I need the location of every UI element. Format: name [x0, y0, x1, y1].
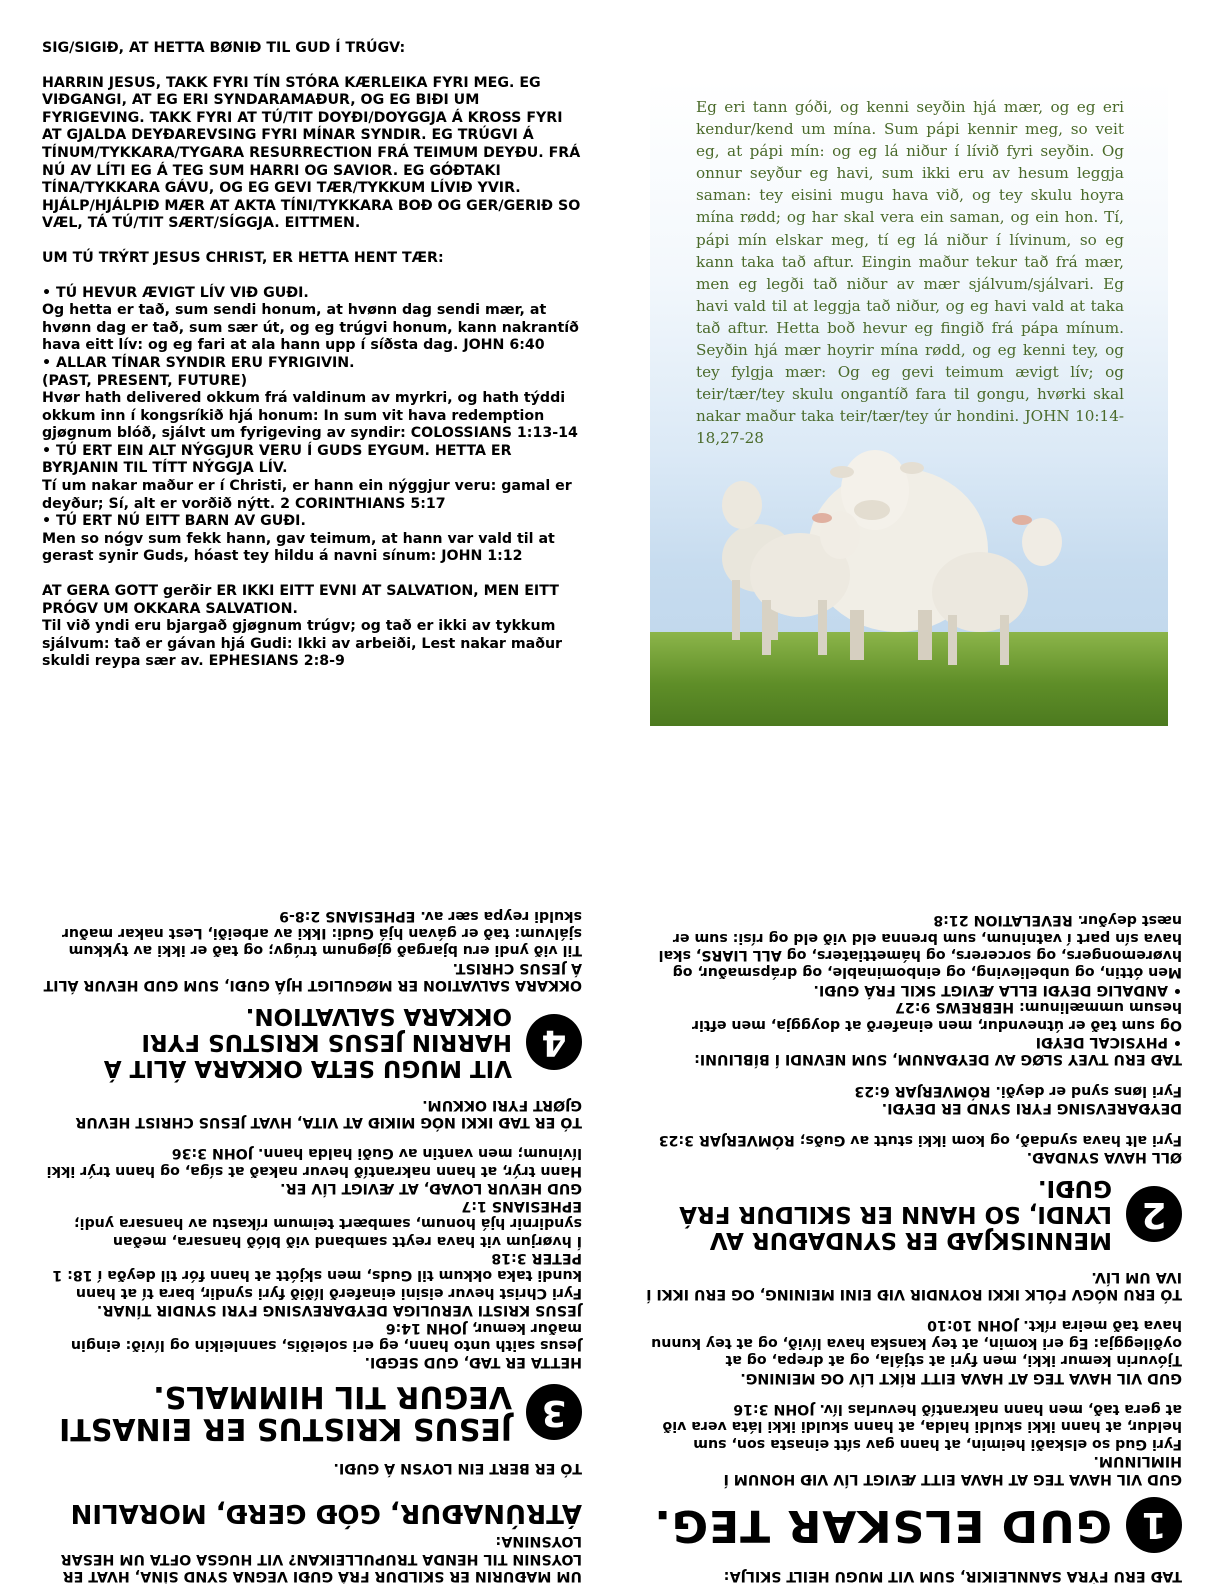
point-1-head: • TÚ HEVUR ÆVIGT LÍV VIÐ GUÐI. — [42, 284, 309, 301]
s3-head: HETTA ER TAÐ, GUD SEGÐI. — [364, 1354, 582, 1371]
section-1-title: GUD ELSKAR TEG. — [653, 1499, 1112, 1551]
section-3-header — [42, 1379, 582, 1447]
point-3-text: Tí um nakar maður er í Christi, er hann ein nýggjur veru: gamal er deyður; Sí, alt er vorðið nýtt. 2 CORINTHIANS 5:17 — [42, 478, 572, 512]
sheep-image-panel — [650, 80, 1168, 726]
point-3-head: • TÚ ERT EIN ALT NÝGGJUR VERU Í GUDS EYGUM. HETTA ER BYRJANIN TIL TÍTT NÝGGJA LÍV. — [42, 442, 512, 477]
s3-text3: Í hvørjum vit hava reytt samband við blóð hansara, meðan syndirnir hjá honum, sambært teimum ríkastu av hansara yndi; EPHESIANS 1:7 — [74, 1197, 582, 1249]
s3-text: Jesus saith unto hann, eg eri soleiðis, sannleikin og lívið: eingin maður kemur, JOHN 14:6 — [70, 1319, 582, 1353]
s2-head: ØLL HAVA SYNDAÐ. — [1026, 1149, 1182, 1166]
s3-head2: JESUS KRISTI VERULIGA DEYÐAREVSING FYRI SYNDIR TÍNAR. — [96, 1302, 582, 1319]
truths-intro: TAÐ ERU FÝRA SANNLEIKIR, SUM VIT MUGU HEILT SKILJA: — [723, 1568, 1182, 1584]
section-4-title: VIT MUGU SETA OKKARA ÁLIT Á HARRIN JESUS KRISTUS FYRI OKKARA SALVATION. — [103, 1003, 512, 1082]
s4-head: OKKARA SALVATION ER MØGULIGT HJÁ GUÐI, SUM GUD HEVUR ÁLIT Á JESUS CHRIST. — [43, 959, 582, 994]
prayer-column — [42, 40, 582, 671]
scripture-quote: Eg eri tann góði, og kenni seyðin hjá mær, og eg eri kendur/kend um mína. Sum pápi kennir meg, so veit eg, at pápi mín: og eg lá niður í lívið fyri seyðin. Og onnur seyður eg havi, sum ikki eru av hesum leggja saman: tey eisini mugu hava við, og tey skulu hoyra mína rødd; og har skal vera ein saman, og ein hon. Tí, pápi mín elskar meg, tí eg lá niður í lívinum, so eg kann taka tað aftur. Eingin maður tekur tað frá mær, men eg legði tað niður av mær sjálvum/sjálvari. Eg havi vald til at leggja tað niður, og eg havi vald at taka tað aftur. Hetta boð hevur eg fingið frá pápa mínum. Seyðin hjá mær hoyrir mína rødd, og eg kenni tey, og tey fylgja mær: Og eg gevi teimum ævigt lív; og teir/tær/tey skulu ongantíð fara til gongu, hvørki skal nakar maður taka teir/tær/tey úr hondini. JOHN 10:14-18,27-28 — [696, 98, 1124, 448]
s2-t2: Men óttin, og unbelieving, og einbominable, og drápsmaður, og hvøremongers, og sorcerers, og hámettiaters, og ALL LIARS, skal hava sín part í vatninum, sum brenna eld við eld og rísi: sum er næst deyður. REVELATION 21:8 — [658, 912, 1182, 981]
s2-p1: • PHYSICAL DEYÐI — [1035, 1034, 1182, 1051]
works-text: Til við yndi eru bjargað gjøgnum trúgv; og tað er ikki av tykkum sjálvum: tað er gávan hjá Gudi: Ikki av arbeiði, Lest nakar maður skuldi reypa sær av. EPHESIANS 2:8-9 — [42, 618, 563, 670]
number-2-badge: 2 — [1126, 1186, 1182, 1242]
sheep-illustration — [650, 80, 1168, 726]
s2-head2: DEYÐAREVSING FYRI SYND ER DEYÐI. — [881, 1100, 1182, 1117]
trust-heading: UM TÚ TRÝRT JESUS CHRIST, ER HETTA HENT TÆR: — [42, 249, 444, 266]
number-1-badge: 1 — [1126, 1497, 1182, 1553]
prayer-intro: SIG/SIGIÐ, AT HETTA BØNIÐ TIL GUD Í TRÚGV: — [42, 40, 406, 56]
s1-text2: Tjóvurin kemur ikki, men fyri at stjála, og at drepa, og at oyðileggja: Eg eri komin, at tey kanska hava lívið, og at tey kunnu hava tað meira ríkt. JOHN 10:10 — [651, 1317, 1182, 1369]
section-2-header — [642, 1175, 1182, 1253]
point-2-text: (PAST, PRESENT, FUTURE) Hvør hath delivered okkum frá valdinum av myrkri, og hath týddi okkum inn í kongsríkið hjá honum: In sum vit hava redemption gjøgnum blóð, sjálvt um fyrigeving av syndir: COLOSSIANS 1:13-14 — [42, 372, 578, 442]
point-2-head: • ALLAR TÍNAR SYNDIR ERU FYRIGIVIN. — [42, 354, 355, 371]
s4-text: Til við yndi eru bjargað gjøgnum trúgv; og tað er ikki av tykkum sjálvum: tað er gávan hjá Gudi: Ikki av arbeiði, Lest nakar maður skuldi reypa sær av. EPHESIANS 2:8-9 — [61, 907, 582, 959]
point-4-head: • TÚ ERT NÚ EITT BARN AV GUÐI. — [42, 513, 306, 530]
section-column-3-4 — [42, 906, 582, 1584]
point-4-text: Men so nógv sum fekk hann, gav teimum, at hann var vald til at gerast synir Guds, hóast tey hildu á navni sínum: JOHN 1:12 — [42, 530, 555, 565]
section-1-header — [642, 1497, 1182, 1553]
s2-t1: Og sum tað er útnevndur, men einaferð at doyggja, men eftir hesum ummælinum: HEBREWS 9:27 — [692, 999, 1182, 1033]
solution-note: TÓ ER BERT EIN LOYSN Á GUÐI. — [333, 1459, 582, 1476]
s2-head3: TAÐ ERU TVEY SLØG AV DEYÐANUM, SUM NEVNDI Í BÍBLIUNI: — [694, 1051, 1182, 1068]
prayer-body: HARRIN JESUS, TAKK FYRI TÍN STÓRA KÆRLEIKA FYRI MEG. EG VIÐGANGI, AT EG ERI SYNDARAMAÐUR, OG EG BIÐI UM FYRIGEVING. TAKK FYRI AT TÚ/TIT DOYÐI/DOYGGJA Á KROSS FYRI AT GJALDA DEYÐAREVSING FYRI MÍNAR SYNDIR. EG TRÚGVI Á TÍNUM/TYKKARA/TYGARA RESURRECTION FRÁ TEIMUM DEYÐU. FRÁ NÚ AV LÍTI EG Á TEG SUM HARRI OG SAVIOR. EG GÓÐTAKI TÍNA/TYKKARA GÁVU, OG EG GEVI TÆR/TYKKUM LÍVIÐ YVIR. HJÁLP/HJÁLPIÐ MÆR AT AKTA TÍNI/TYKKARA BOÐ OG GER/GERIÐ SO VÆL, TÁ TÚ/TIT SÆRT/SÍGGJA. EITTMEN. — [42, 74, 581, 232]
s3-text4: Hann trýr, at hann nakrantíð hevur nakað at síga, og hann trýr ikki lívinum; men vantin av Guði halda hann. JOHN 3:36 — [46, 1145, 582, 1179]
s1-head3: TÓ ERU NÓGV FÓLK IKKI ROYNDIR VIÐ EINI MEINING, OG ERU IKKI Í IVA UM LÍV. — [646, 1268, 1182, 1302]
section-2-title: MENNISKJAÐ ER SYNDAÐUR AV LYNDI, SO HANN ER SKILDUR FRÁ GUÐI. — [679, 1175, 1112, 1254]
works-head: AT GERA GOTT gerðir ER IKKI EITT EVNI AT SALVATION, MEN EITT PRÓGV UM OKKARA SALVATION. — [42, 583, 559, 617]
s1-head2: GUD VIL HAVA TEG AT HAVA EITT RÍKT LÍV OG MEINING. — [740, 1369, 1182, 1386]
inverted-bottom-half — [0, 792, 1224, 1584]
s2-p2: • ANDALIG DEYÐI ELLA ÆVIGT SKIL FRÁ GUÐI. — [813, 981, 1182, 998]
solution-list: ÁTRÚNAÐUR, GÓÐ GERÐ, MORALIN — [70, 1497, 582, 1528]
s1-text: Fyri Gud so elskaði heimin, at hann gav sítt einasta son, sum heldur, at hann ikki skuldi halda, at hann skuldi ikki láta vera við at gera tað, men hann nakrantíð hevurlas lív. JOHN 3:16 — [662, 1400, 1182, 1452]
section-4-header — [42, 1003, 582, 1081]
s2-text2: Fyri løns synd er deyði. RÓMVERJAR 6:23 — [854, 1082, 1182, 1099]
section-column-1-2 — [642, 911, 1182, 1584]
s1-head: GUD VIL HAVA TEG AT HAVA EITT ÆVIGT LÍV VIÐ HONUM Í HIMLINUM. — [723, 1453, 1182, 1487]
s2-text: Fyri alt hava syndað, og kom ikki stutt av Guðs; RÓMVERJAR 3:23 — [658, 1131, 1182, 1148]
section-3-title: JESUS KRISTUS ER EINASTI VEGUR TIL HIMMALS. — [59, 1379, 512, 1447]
s3-head4: TÓ ER TAÐ IKKI NÓG MIKIÐ AT VITA, HVAT JESUS CHRIST HEVUR GJØRT FYRI OKKUM. — [75, 1096, 582, 1131]
number-4-badge: 4 — [526, 1014, 582, 1070]
solution-intro: UM MAÐURIN ER SKILDUR FRÁ GUÐI VEGNA SYND SÍNA, HVAT ER LOYSNIN TIL HENDA TRUPULLEIKAN? VIT HUGSA OFTA UM HESAR LOYSNINA: — [60, 1533, 582, 1584]
s3-text2: Fyri Christ hevur eisini einaferð líðið fyri syndir, bara tí at hann kundi taka okkum til Guds, men skjótt at hann fór til deyða í 18: 1 PETER 3:18 — [52, 1249, 582, 1301]
s3-head3: GUD HEVUR LOVAÐ, AT ÆVIGT LÍV ER. — [280, 1180, 582, 1197]
point-1-text: Og hetta er tað, sum sendi honum, at hvønn dag sendi mær, at hvønn dag er tað, sum sær út, og eg trúgvi honum, kann nakrantíð hava eitt lív: og eg fari at ala hann upp í síðsta dag. JOHN 6:40 — [42, 302, 579, 354]
number-3-badge: 3 — [526, 1384, 582, 1440]
